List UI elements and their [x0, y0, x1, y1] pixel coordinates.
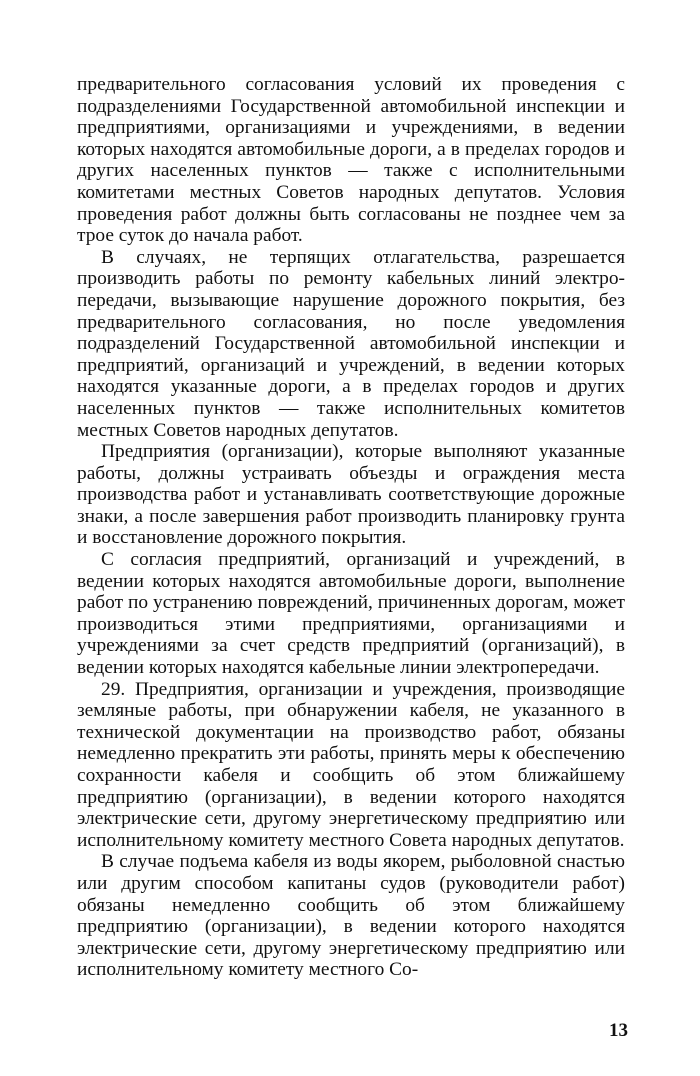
- page-text: [77, 74, 625, 981]
- paragraph-continuation: предварительного согласования условий их проведения с подразделениями Государственной автомобильной инспекции и предприятиями, организациями и учреждениями, в ведении которых находятся автомобильные дороги, а в пределах городов и других населенных пунктов — также с исполнительными комитетами местных Советов народных депутатов. Условия проведения работ должны быть согласованы не позднее чем за трое суток до начала работ.: [77, 74, 625, 247]
- page-number: 13: [609, 1020, 628, 1041]
- paragraph-detours-and-signs: Предприятия (организации), которые выполняют указанные работы, должны устраивать объезды и ограждения места производства работ и устанавливать соответствующие дорожные знаки, а после завершения работ производить планировку грунта и восстановление дорожного покрытия.: [77, 441, 625, 549]
- paragraph-cable-from-water: В случае подъема кабеля из воды якорем, рыболовной снастью или другим способом капитаны судов (руководители работ) обязаны немедленно сообщить об этом ближайшему предприятию (организации), в ведении которого находятся электрические сети, другому энергетическому предприятию или исполнительному комитету местного Со-: [77, 851, 625, 981]
- paragraph-urgent-repairs: В случаях, не терпящих отлагательства, разрешается производить работы по ремонту кабельных линий электропередачи, вызывающие нарушение дорожного покрытия, без предварительного согласования, но после уведомления подразделений Государственной автомобильной инспекции и предприятий, организаций и учреждений, в ведении которых находятся указанные дороги, а в пределах городов и других населенных пунктов — также исполнительных комитетов местных Советов народных депутатов.: [77, 246, 625, 441]
- paragraph-item-29: 29. Предприятия, организации и учреждения, производящие земляные работы, при обнаружении кабеля, не указанного в технической документации на производство работ, обязаны немедленно прекратить эти работы, принять меры к обеспечению сохранности кабеля и сообщить об этом ближайшему предприятию (организации), в ведении которого находятся электрические сети, другому энергетическому предприятию или исполнительному комитету местного Совета народных депутатов.: [77, 678, 625, 851]
- paragraph-road-damage-repair: С согласия предприятий, организаций и учреждений, в ведении которых находятся автомобильные дороги, выполнение работ по устранению повреждений, причиненных дорогам, может производиться этими предприятиями, организациями и учреждениями за счет средств предприятий (организаций), в ведении которых находятся кабельные линии электропередачи.: [77, 549, 625, 679]
